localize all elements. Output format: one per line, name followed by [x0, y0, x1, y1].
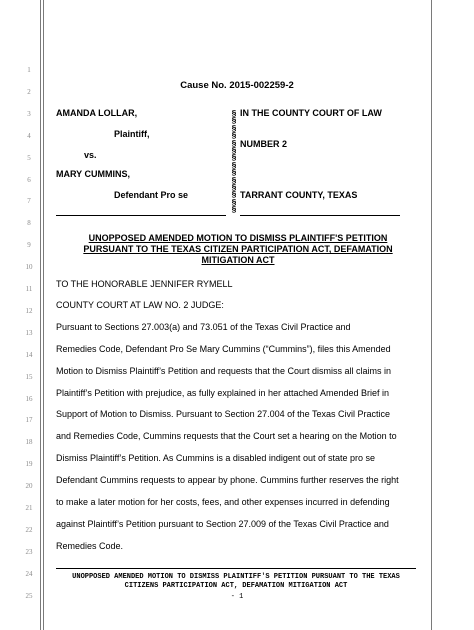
- salutation-line2: COUNTY COURT AT LAW NO. 2 JUDGE:: [56, 300, 224, 310]
- caption-court: [240, 105, 400, 216]
- line-number: 6: [27, 175, 31, 184]
- cause-number: Cause No. 2015-002259-2: [180, 80, 294, 91]
- section-symbol: §: [231, 196, 237, 207]
- court-county: TARRANT COUNTY, TEXAS: [240, 190, 358, 200]
- section-symbol: §: [231, 152, 237, 163]
- section-symbol: §: [231, 174, 237, 185]
- line-number: 8: [27, 219, 31, 228]
- line-number: 19: [25, 460, 33, 469]
- line-number: 15: [25, 372, 33, 381]
- margin-rule-left-inner: [43, 0, 44, 630]
- section-symbol: §: [231, 189, 237, 200]
- court-name-line2: NUMBER 2: [240, 139, 288, 149]
- body-line: Support of Motion to Dismiss. Pursuant to Section 27.004 of the Texas Civil Practice: [56, 409, 390, 419]
- line-number: 16: [25, 394, 33, 403]
- section-symbol: §: [231, 159, 237, 170]
- section-symbol: §: [231, 115, 237, 126]
- footer-line2: CITIZENS PARTICIPATION ACT, DEFAMATION MITIGATION ACT: [124, 582, 348, 590]
- line-number: 18: [25, 438, 33, 447]
- line-number: 13: [25, 328, 33, 337]
- footer-line1: UNOPPOSED AMENDED MOTION TO DISMISS PLAINTIFF'S PETITION PURSUANT TO THE TEXAS: [72, 573, 400, 581]
- versus-label: vs.: [84, 150, 97, 160]
- line-number: 14: [25, 350, 33, 359]
- line-number: 4: [27, 131, 31, 140]
- section-symbol: §: [231, 137, 237, 148]
- section-symbol: §: [231, 122, 237, 133]
- line-number: 17: [25, 416, 33, 425]
- section-symbol-column: [229, 110, 239, 214]
- body-line: Remedies Code.: [56, 541, 124, 551]
- line-number: 24: [25, 569, 33, 578]
- body-line: Remedies Code, Defendant Pro Se Mary Cummins (“Cummins”), files this Amended: [56, 344, 391, 354]
- motion-title-line2: PURSUANT TO THE TEXAS CITIZEN PARTICIPATION ACT, DEFAMATION: [83, 244, 393, 254]
- body-line: to make a later motion for her costs, fees, and other expenses incurred in defending: [56, 497, 390, 507]
- section-symbol: §: [231, 204, 237, 215]
- court-name-line1: IN THE COUNTY COURT OF LAW: [240, 108, 382, 118]
- body-line: Defendant Cummins requests to appear by phone. Cummins further reserves the right: [56, 475, 399, 485]
- body-line: Motion to Dismiss Plaintiff’s Petition and requests that the Court dismiss all claims in: [56, 366, 391, 376]
- section-symbol: §: [231, 130, 237, 141]
- plaintiff-role: Plaintiff,: [114, 129, 150, 139]
- section-symbol: §: [231, 167, 237, 178]
- line-number: 7: [27, 197, 31, 206]
- section-symbol: §: [231, 182, 237, 193]
- line-number: 10: [25, 263, 33, 272]
- line-number: 21: [25, 504, 33, 512]
- line-number: 22: [25, 525, 33, 534]
- line-number: 20: [25, 482, 33, 491]
- line-number: 1: [27, 66, 31, 74]
- line-number: 11: [25, 285, 33, 293]
- line-number: 9: [27, 241, 31, 250]
- salutation-line1: TO THE HONORABLE JENNIFER RYMELL: [56, 279, 233, 289]
- defendant-name: MARY CUMMINS,: [56, 169, 130, 179]
- body-line: against Plaintiff’s Petition pursuant to Section 27.009 of the Texas Civil Practice and: [56, 519, 389, 529]
- defendant-role: Defendant Pro se: [114, 190, 189, 200]
- line-number: 3: [27, 109, 31, 118]
- body-line: Plaintiff’s Petition with prejudice, as fully explained in her attached Amended Brief in: [56, 388, 390, 398]
- page-number: - 1: [230, 593, 244, 601]
- body-line: Pursuant to Sections 27.003(a) and 73.051 of the Texas Civil Practice and: [56, 322, 351, 332]
- plaintiff-name: AMANDA LOLLAR,: [56, 108, 138, 118]
- body-line: Dismiss Plaintiff’s Petition. As Cummins is a disabled indigent out of state pro se: [56, 453, 375, 463]
- motion-title-line3: MITIGATION ACT: [201, 255, 275, 265]
- footer-divider: [56, 568, 416, 569]
- section-symbol: §: [231, 108, 237, 118]
- line-number: 25: [25, 591, 33, 600]
- motion-title: [58, 233, 418, 266]
- page-footer: [56, 573, 416, 591]
- motion-title-line1: UNOPPOSED AMENDED MOTION TO DISMISS PLAINTIFF'S PETITION: [88, 233, 388, 243]
- section-symbol: §: [231, 145, 237, 156]
- line-number: 5: [27, 153, 31, 162]
- line-number: 23: [25, 547, 33, 556]
- line-number: 12: [25, 306, 33, 315]
- margin-rule-left-outer: [40, 0, 41, 630]
- caption-parties: [56, 105, 226, 216]
- body-line: and Remedies Code, Cummins requests that the Court set a hearing on the Motion to: [56, 431, 397, 441]
- line-number: 2: [27, 87, 31, 96]
- margin-rule-right: [431, 0, 432, 630]
